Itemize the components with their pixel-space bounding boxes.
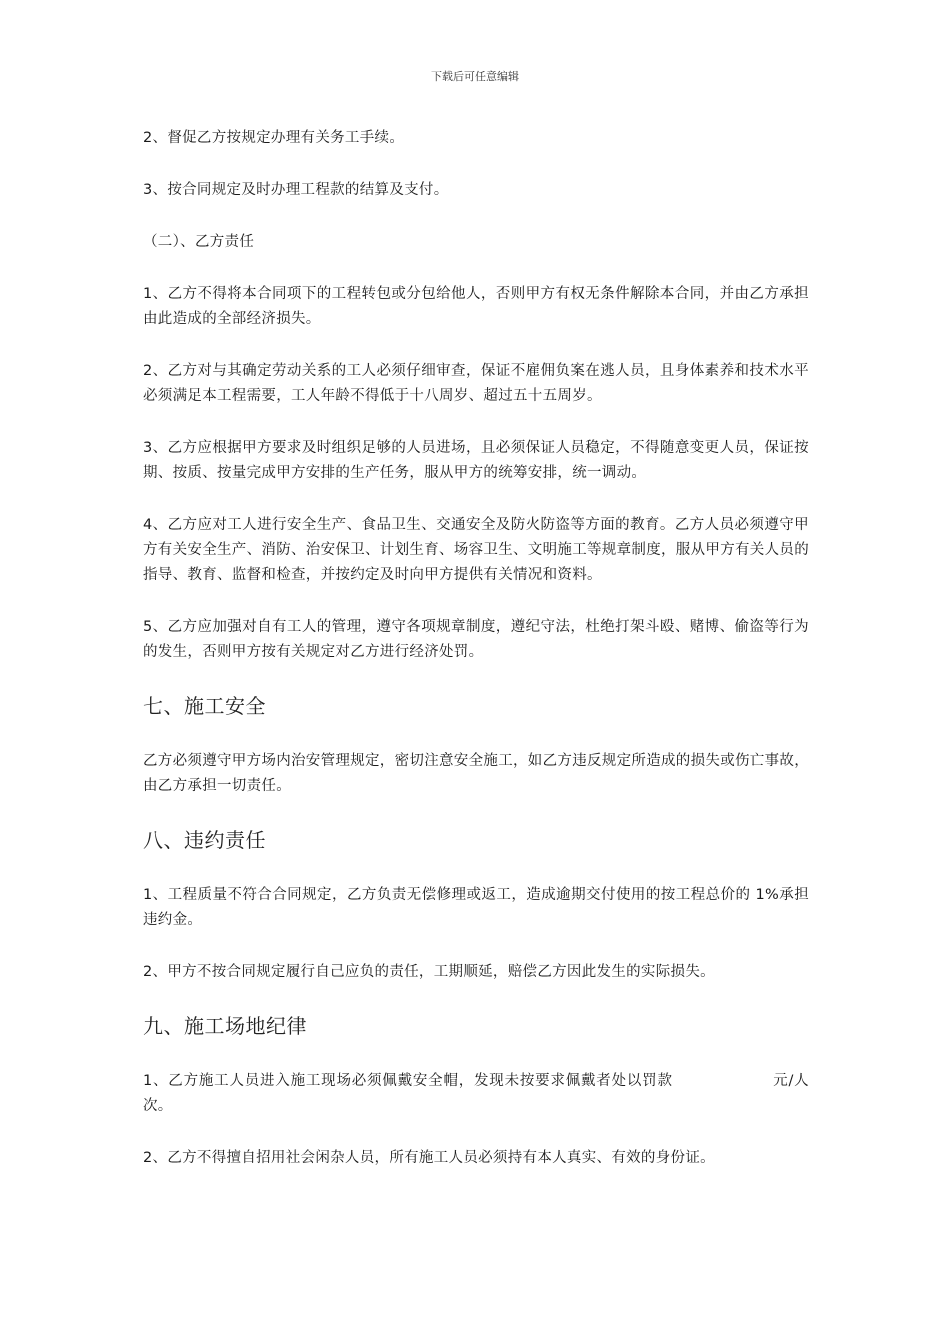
paragraph-site-1: [143, 1069, 809, 1119]
document-body: [143, 126, 809, 1198]
header-note: 下载后可任意编辑: [431, 70, 519, 83]
section-heading-8: 八、违约责任: [143, 828, 266, 852]
paragraph-b-4: 4、乙方应对工人进行安全生产、食品卫生、交通安全及防火防盗等方面的教育。乙方人员必须遵守甲方有关安全生产、消防、治安保卫、计划生育、场容卫生、文明施工等规章制度，服从甲方有关人员的指导、教育、监督和检查，并按约定及时向甲方提供有关情况和资料。: [143, 517, 809, 583]
paragraph-b-5: 5、乙方应加强对自有工人的管理，遵守各项规章制度，遵纪守法，杜绝打架斗殴、赌博、偷盗等行为的发生，否则甲方按有关规定对乙方进行经济处罚。: [143, 619, 809, 660]
section-heading-9: 九、施工场地纪律: [143, 1014, 307, 1038]
paragraph-breach-2: 2、甲方不按合同规定履行自己应负的责任，工期顺延，赔偿乙方因此发生的实际损失。: [143, 964, 715, 980]
section-heading-7: 七、施工安全: [143, 694, 266, 718]
paragraph-b-1: 1、乙方不得将本合同项下的工程转包或分包给他人，否则甲方有权无条件解除本合同，并由乙方承担由此造成的全部经济损失。: [143, 286, 809, 327]
paragraph-site-2: 2、乙方不得擅自招用社会闲杂人员，所有施工人员必须持有本人真实、有效的身份证。: [143, 1150, 715, 1166]
paragraph-safety: 乙方必须遵守甲方场内治安管理规定，密切注意安全施工，如乙方违反规定所造成的损失或伤亡事故，由乙方承担一切责任。: [143, 753, 809, 794]
paragraph-b-3: 3、乙方应根据甲方要求及时组织足够的人员进场，且必须保证人员稳定，不得随意变更人员，保证按期、按质、按量完成甲方安排的生产任务，服从甲方的统筹安排，统一调动。: [143, 440, 809, 481]
paragraph-breach-1: 1、工程质量不符合合同规定，乙方负责无偿修理或返工，造成逾期交付使用的按工程总价的 1%承担违约金。: [143, 887, 809, 928]
subsection-title-party-b: （二）、乙方责任: [143, 234, 255, 250]
paragraph-site-1-unit: 元/人次。: [143, 1073, 809, 1114]
paragraph-clause-3: 3、按合同规定及时办理工程款的结算及支付。: [143, 182, 449, 198]
paragraph-clause-2: 2、督促乙方按规定办理有关务工手续。: [143, 130, 405, 146]
paragraph-b-2: 2、乙方对与其确定劳动关系的工人必须仔细审查，保证不雇佣负案在逃人员，且身体素养和技术水平必须满足本工程需要，工人年龄不得低于十八周岁、超过五十五周岁。: [143, 363, 809, 404]
paragraph-site-1-text: 1、乙方施工人员进入施工现场必须佩戴安全帽，发现未按要求佩戴者处以罚款: [143, 1073, 673, 1089]
